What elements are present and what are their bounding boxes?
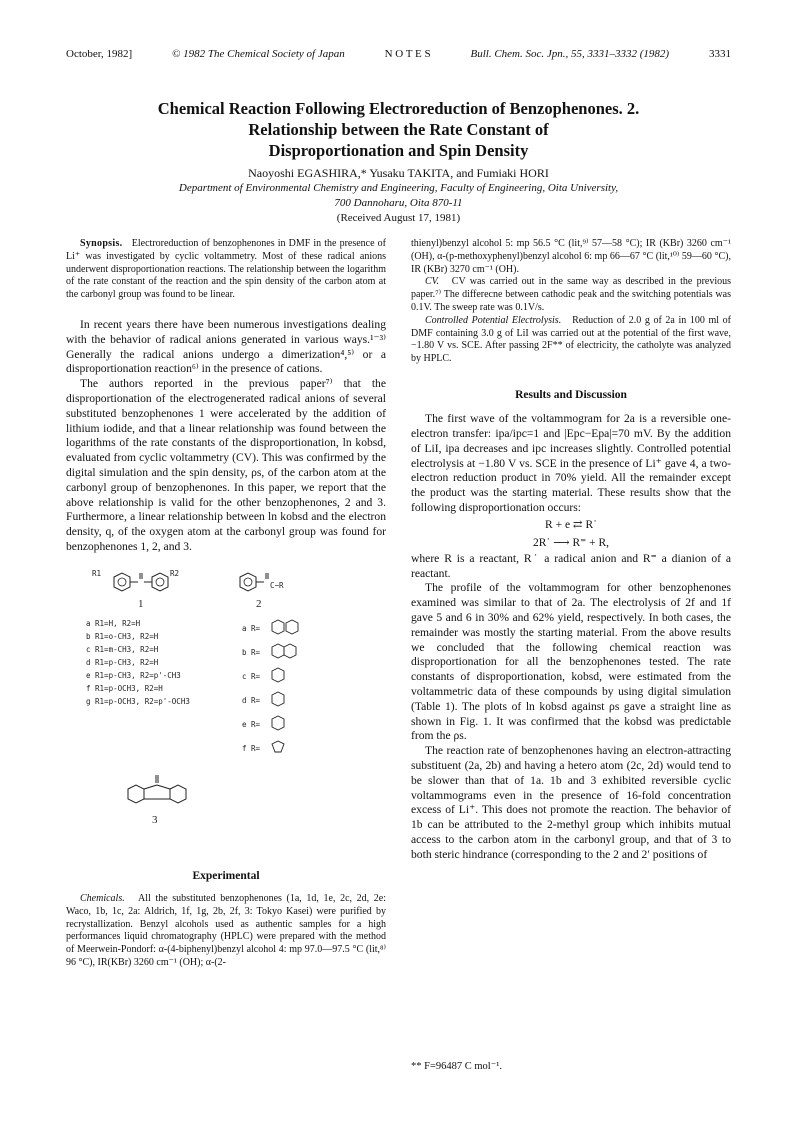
right-column <box>411 238 731 862</box>
electrolysis-paragraph <box>411 315 731 366</box>
cv-paragraph <box>411 276 731 314</box>
equation-2: 2R˙ ⟶ R⁼ + R, <box>532 536 609 549</box>
phenyl-ketone-structure-2 <box>236 569 296 597</box>
cv-text: CV was carried out in the same way as described in the previous paper.⁷⁾ The differecne between cathodic peak and the switching potentials was 0.1V. The sweep rate was 0.1V/s. <box>411 276 732 313</box>
header-page-number: 3331 <box>708 48 731 60</box>
list1-item: c R1=m-CH3, R2=H <box>86 644 159 654</box>
compound-3-label: 3 <box>152 813 158 826</box>
author-block <box>66 166 731 226</box>
list2-item: e R= <box>242 719 261 729</box>
equation-1: R + e ⇄ R˙ <box>545 518 597 531</box>
structure-figure <box>66 565 386 855</box>
r1-label: R1 <box>92 568 102 578</box>
substituent-rings <box>266 617 336 767</box>
list2-item: b R= <box>242 647 261 657</box>
list1-item: f R1=p-OCH3, R2=H <box>86 683 163 693</box>
substituent-list-1 <box>86 617 190 708</box>
list1-item: e R1=p-CH3, R2=p'-CH3 <box>86 670 181 680</box>
list1-item: d R1=p-CH3, R2=H <box>86 657 159 667</box>
journal-page <box>66 0 731 1123</box>
list2-item: f R= <box>242 743 261 753</box>
synopsis-label: Synopsis. <box>80 238 123 249</box>
title-line-1: Chemical Reaction Following Electroreduction of Benzophenones. 2. <box>157 99 640 118</box>
compound-1-label: 1 <box>138 597 144 610</box>
list2-item: a R= <box>242 623 261 633</box>
affiliation-line-2: 700 Dannoharu, Oita 870-11 <box>334 197 463 209</box>
title-line-3: Disproportionation and Spin Density <box>268 141 529 160</box>
list2-item: c R= <box>242 671 261 681</box>
header-citation: Bull. Chem. Soc. Jpn., 55, 3331–3332 (1982) <box>470 48 670 60</box>
list1-item: b R1=o-CH3, R2=H <box>86 631 159 641</box>
chemicals-continued: thienyl)benzyl alcohol 5: mp 56.5 °C (lit,⁹⁾ 57—58 °C); IR (KBr) 3260 cm⁻¹ (OH), α-(p-methoxyphenyl)benzyl alcohol 6: mp 66—67 °C (lit,¹⁰⁾ 59—60 °C), IR (KBr) 3270 cm⁻¹ (OH). <box>411 238 731 275</box>
chemicals-text: All the substituted benzophenones (1a, 1d, 1e, 2c, 2d, 2e: Waco, 1b, 1c, 2a: Aldrich, 1f, 1g, 2b, 2f, 3: Tokyo Kasei) were purified by recrystallization. Benzyl alcohols used as authentic samples for a high performances liquid chromatography (HPLC) were prepared with the method of Meerwein-Pondorf: α-(4-biphenyl)benzyl alcohol 4: mp 97.0—97.5 °C (lit,⁸⁾ 96 °C), IR(KBr) 3260 cm⁻¹ (OH); α-(2- <box>66 892 386 968</box>
electrolysis-text: Reduction of 2.0 g of 2a in 100 ml of DMF containing 3.0 g of LiI was carried out at the potential of the first wave, −1.80 V vs. SCE. After passing 2F** of electricity, the catholyte was analyzed by HPLC. <box>411 314 731 365</box>
header-date: October, 1982] <box>66 48 133 60</box>
cr-label: C−R <box>270 580 284 590</box>
footnote: ** F=96487 C mol⁻¹. <box>411 1061 503 1072</box>
list1-item: a R1=H, R2=H <box>86 618 141 628</box>
synopsis-text: Electroreduction of benzophenones in DMF in the presence of Li⁺ was investigated by cyclic voltammetry. Most of these radical anions underwent disproportionation reactions. The relationship between the logarithm of the rate constant of the reaction and the spin density of the carbon atom at the carbonyl group was found to be linear. <box>66 238 386 301</box>
title-line-2: Relationship between the Rate Constant of <box>248 120 549 139</box>
chemicals-label: Chemicals. <box>80 892 125 904</box>
r2-label: R2 <box>170 568 180 578</box>
experimental-heading: Experimental <box>192 869 260 882</box>
compound-2-label: 2 <box>256 597 262 610</box>
fluorenone-structure-3 <box>122 773 192 813</box>
results-paragraph-2: where R is a reactant, R˙ a radical anion and R⁼ a dianion of a reactant. <box>411 551 731 580</box>
header-copyright: © 1982 The Chemical Society of Japan <box>172 48 345 60</box>
chemicals-paragraph <box>66 893 386 970</box>
list1-item: g R1=p-OCH3, R2=p'-OCH3 <box>86 696 190 706</box>
author-names: Naoyoshi EGASHIRA,* Yusaku TAKITA, and Fumiaki HORI <box>248 166 549 180</box>
running-header <box>66 48 731 60</box>
cv-label: CV. <box>425 276 439 288</box>
left-column <box>66 238 386 970</box>
received-date: (Received August 17, 1981) <box>336 212 461 224</box>
header-section: N O T E S <box>384 48 431 60</box>
synopsis <box>66 238 386 302</box>
intro-paragraph-2: The authors reported in the previous paper⁷⁾ that the disproportionation of the electrogenerated radical anions of several substituted benzophenones 1 were accelerated by the addition of lithium iodide, and that a linear relationship was found between the logarithms of the rate constants of the disproportionation, ln kobsd, evaluated from cyclic voltammetry (CV). This was confirmed by the digital simulation and the spin density, ρs, of the carbon atom at the carbonyl group of benzophenones. In this paper, we report that the above relationship is valid for the other benzophenones, 2 and 3. Furthermore, a linear relationship between ln kobsd and the electron density, q, of the oxygen atom at the carbonyl group was found for benzophenones 1, 2, and 3. <box>66 377 386 553</box>
substituent-list-2 <box>242 617 260 761</box>
results-paragraph-4: The reaction rate of benzophenones having an electron-attracting substituent (2a, 2b) and having a hetero atom (2c, 2d) would tend to be slower than that of 1a. 1b and 3 exhibited reversible cyclic voltammograms even in the presence of 16-fold concentration excess of Li⁺. This does not promote the reaction. The behavior of 1b can be attributed to the 2-methyl group which inhibits mutual access to the carbon atom in the carbonyl group, and that of 3 to both steric hindrance (corresponding to the 2 and 2′ positions of <box>411 744 731 861</box>
paper-title <box>66 98 731 161</box>
electrolysis-label: Controlled Potential Electrolysis. <box>425 314 562 326</box>
results-paragraph-3: The profile of the voltammogram for other benzophenones examined was similar to that of 2a. The electrolysis of 2f and 1f gave 5 and 6 in 30% and 62% yield, respectively. In both cases, the remainder was mostly the starting material. From the above results we concluded that the following chemical reaction was disproportionation for all the benzophenones tested. The rate constants of disproportionation, kobsd, were estimated from the voltammetric data of these compounds by using digital simulation (Table 1). The plots of ln kobsd against ρs gave a straight line as shown in Fig. 1. It was confirmed that the kobsd was predictable from the ρs. <box>411 581 731 743</box>
affiliation-line-1: Department of Environmental Chemistry and Engineering, Faculty of Engineering, Oita University, <box>178 182 619 194</box>
results-paragraph-1: The first wave of the voltammogram for 2a is a reversible one-electron transfer: ipa/ipc=1 and |Epc−Epa|=70 mV. By the addition of LiI, ipa decreases and ipc increases slightly. Controlled potential electrolysis at −1.80 V vs. SCE in the presence of Li⁺ gave 4, a two-electron reduction product in 70% yield. All the remainder except the product was the starting material. These results show that the following disproportionation occurs: <box>411 412 731 514</box>
intro-paragraph-1: In recent years there have been numerous investigations dealing with the behavior of radical anions generated in various ways.¹⁻³⁾ Generally the radical anions undergo a dimerization⁴,⁵⁾ or a disproportionation reaction⁶⁾ in the presence of cations. <box>66 317 386 376</box>
results-heading: Results and Discussion <box>515 388 627 401</box>
list2-item: d R= <box>242 695 261 705</box>
